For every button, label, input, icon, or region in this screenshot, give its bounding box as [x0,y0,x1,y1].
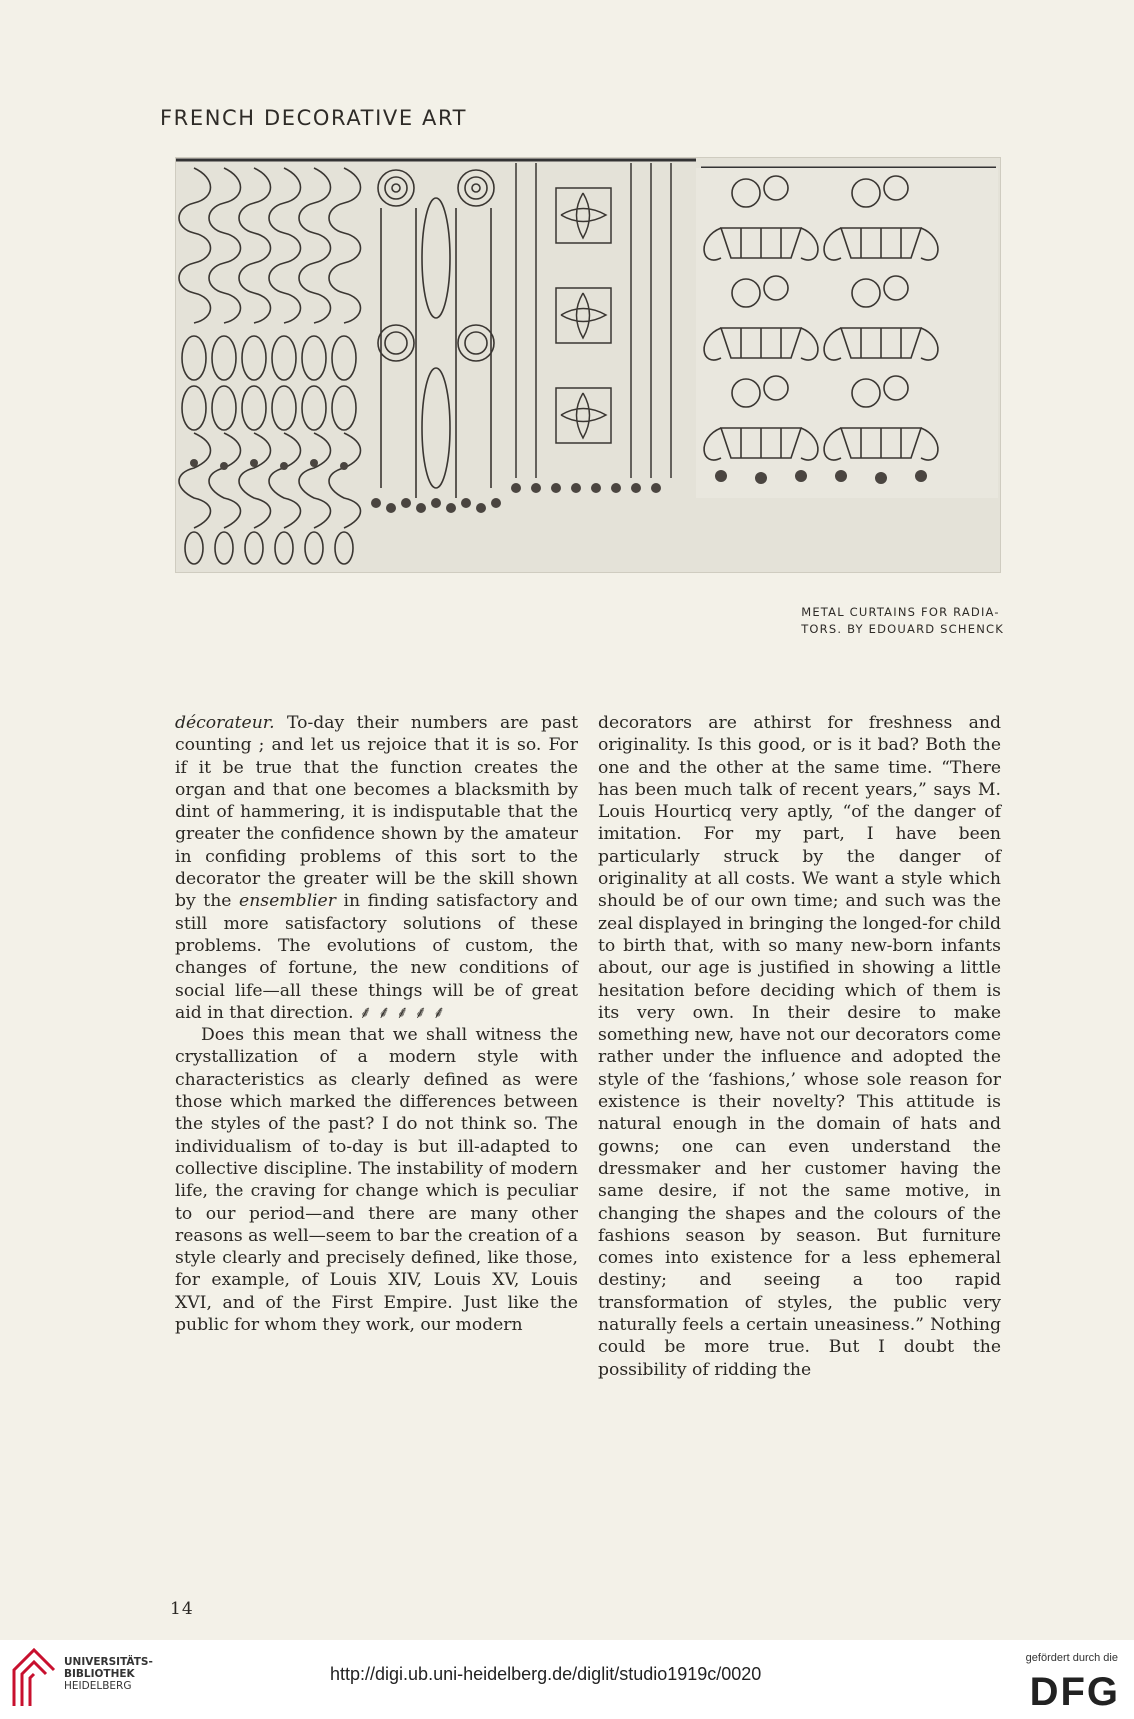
figure-caption [801,604,1004,638]
metal-curtains-illustration [176,158,1000,572]
left-p1-tail: in finding satisfactory and still more satisfactory solutions of these problems. The evolutions of custom, the changes of fortune, the new conditions of social life—all these things will be of great aid in that direction. [175,891,578,1023]
ornament-leaves: ⸙ ⸙ ⸙ ⸙ ⸙ [359,1002,446,1023]
caption-line-1: METAL CURTAINS FOR RADIA- [801,605,1000,619]
figure-plate [175,157,1001,573]
left-column [175,712,578,1336]
digitization-footer [0,1640,1134,1719]
left-paragraph-1 [175,712,578,1024]
ensemblier-term: ensemblier [239,891,336,912]
page-number: 14 [170,1599,194,1619]
library-logo-icon [10,1646,58,1710]
source-url-link[interactable]: http://digi.ub.uni-heidelberg.de/diglit/studio1919c/0020 [330,1664,762,1684]
right-paragraph-1: decorators are athirst for freshness and originality. Is this good, or is it bad? Both the one and the other at the same time. “There has been much talk of recent years,” says M. Louis Hourticq very aptly, “of the danger of imitation. For my part, I have been particularly struck by the danger of originality at all costs. We want a style which should be of our own time; and such was the zeal displayed in bringing the longed-for child to birth that, with so many new-born infants about, our age is justified in showing a little hesitation before deciding which of them is its very own. In their desire to make something new, have not our decorators come rather under the influence and adopted the style of the ‘fashions,’ whose sole reason for existence is their novelty? This attitude is natural enough in the domain of hats and gowns; one can even understand the dressmaker and her customer having the same desire, if not the same motive, in changing the shapes and the colours of the fashions season by season. But furniture comes into existence for a less ephemeral destiny; and seeing a too rapid transformation of styles, the public very naturally feels a certain uneasiness.” Nothing could be more true. But I doubt the possibility of ridding the [598,713,1001,1380]
left-p1-text: To-day their numbers are past counting ; and let us rejoice that it is so. For if it be true that the function creates the organ and that one becomes a blacksmith by dint of hammering, it is indisputable that the greater the confidence shown by the amateur in confiding problems of this sort to the decorator the greater will be the skill shown by the [175,713,578,912]
dfg-logo: DFG [1029,1670,1120,1714]
funded-by-label: gefördert durch die [1025,1652,1118,1664]
right-column [598,712,1001,1381]
running-head: FRENCH DECORATIVE ART [160,106,468,130]
caption-line-2: TORS. BY EDOUARD SCHENCK [801,622,1004,636]
lead-word: décorateur. [175,713,275,733]
library-name: UNIVERSITÄTS- BIBLIOTHEK HEIDELBERG [64,1656,153,1692]
left-paragraph-2: Does this mean that we shall witness the crystallization of a modern style with characteristics as clearly defined as were those which marked the differences between the styles of the past? I do not think so. The individualism of to-day is but ill-adapted to collective discipline. The instability of modern life, the craving for change which is peculiar to our period—and there are many other reasons as well—seem to bar the creation of a style clearly and precisely defined, like those, for example, of Louis XIV, Louis XV, Louis XVI, and of the First Empire. Just like the public for whom they work, our modern [175,1025,578,1336]
